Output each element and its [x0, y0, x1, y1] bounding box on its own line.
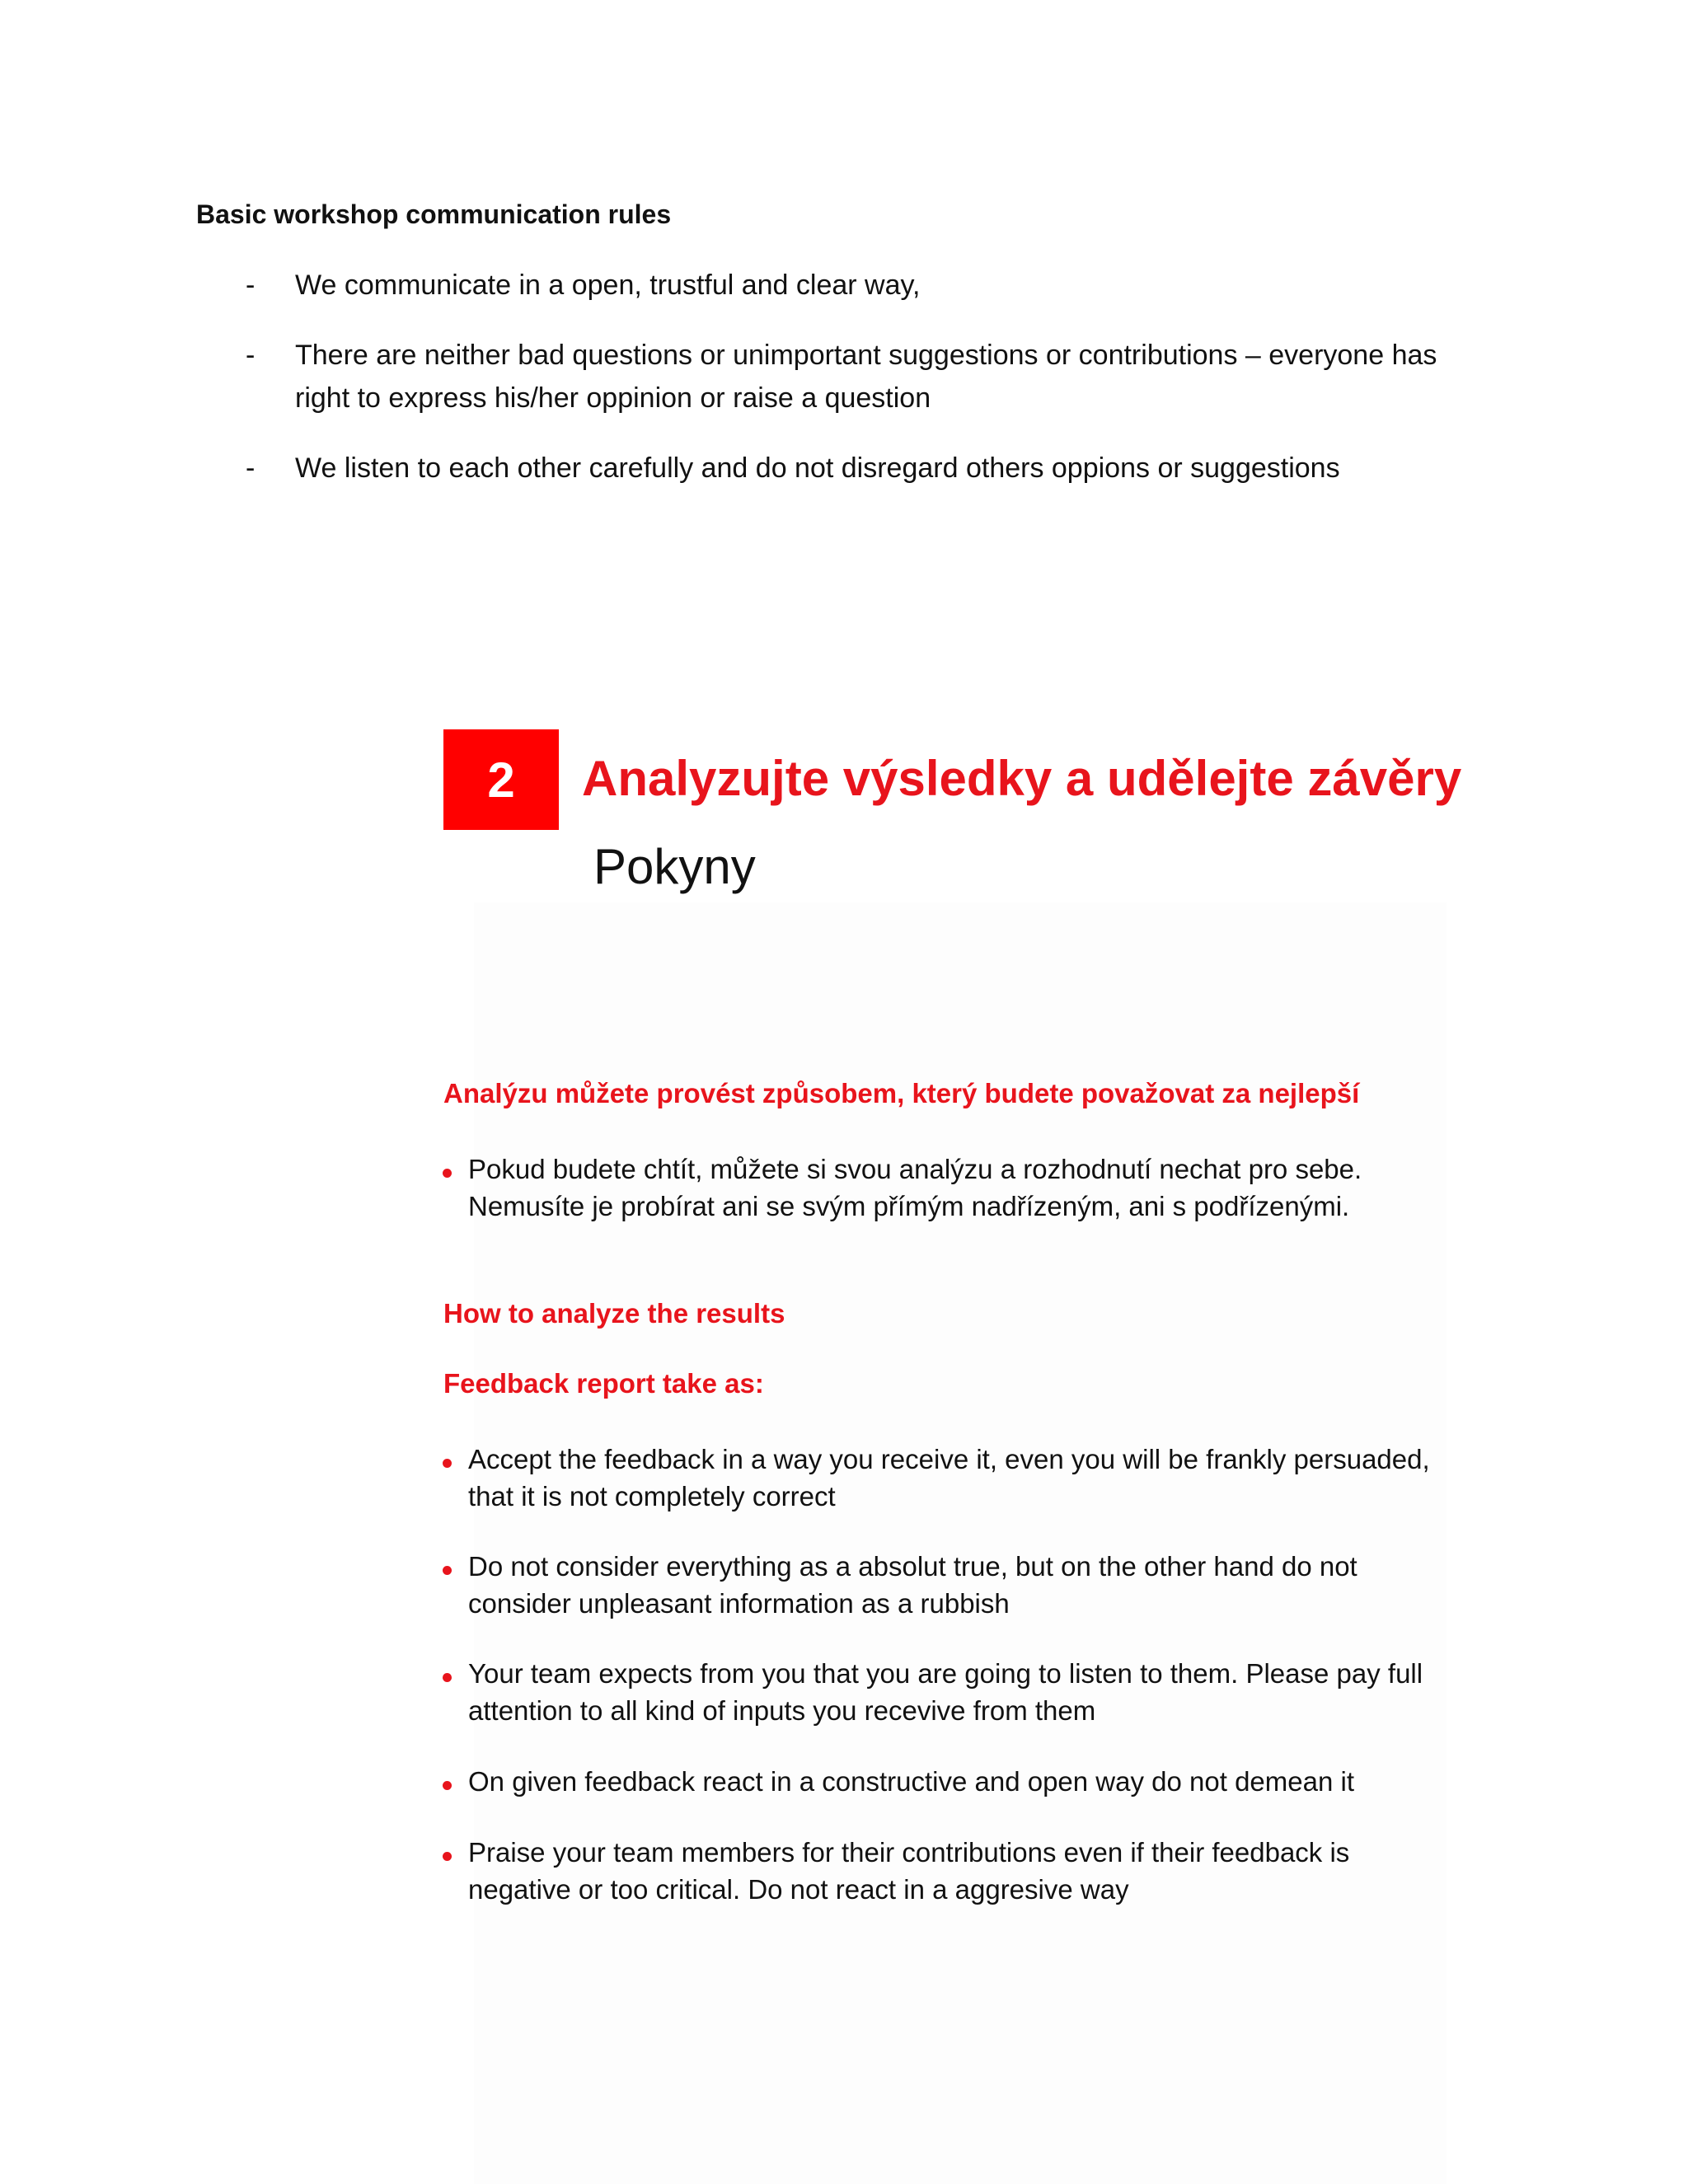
- section-subtitle: Pokyny: [593, 839, 756, 894]
- bullet-icon: [443, 1781, 452, 1790]
- bullet-text: Praise your team members for their contributions even if their feedback is negative or too critical. Do not react in a aggresive way: [468, 1837, 1350, 1905]
- rule-text: We communicate in a open, trustful and clear way,: [295, 269, 921, 301]
- bullet-text: Do not consider everything as a absolut true, but on the other hand do not consider unpleasant information as a rubbish: [468, 1551, 1357, 1619]
- rules-heading: Basic workshop communication rules: [196, 199, 672, 229]
- section-title: Analyzujte výsledky a udělejte závěry: [582, 751, 1462, 806]
- dash-marker: -: [246, 269, 256, 301]
- analysis-heading: Analýzu můžete provést způsobem, který budete považovat za nejlepší: [443, 1078, 1360, 1108]
- bullet-icon: [443, 1673, 452, 1682]
- bullet-text: On given feedback react in a constructive and open way do not demean it: [468, 1766, 1354, 1797]
- bullet-icon: [443, 1852, 452, 1861]
- dash-marker: -: [246, 452, 256, 484]
- step-number-badge: 2: [443, 729, 559, 830]
- bullet-text: Pokud budete chtít, můžete si svou analýzu a rozhodnutí nechat pro sebe. Nemusíte je probírat ani se svým přímým nadřízeným, ani s podřízenými.: [468, 1154, 1362, 1221]
- bullet-icon: [443, 1566, 452, 1575]
- dash-marker: -: [246, 340, 256, 371]
- rule-text: There are neither bad questions or unimportant suggestions or contributions – everyone has right to express his/her oppinion or raise a question: [295, 340, 1437, 414]
- bullet-text: Your team expects from you that you are going to listen to them. Please pay full attention to all kind of inputs you recevive from them: [468, 1658, 1423, 1726]
- how-to-heading: How to analyze the results: [443, 1298, 785, 1329]
- bullet-icon: [443, 1169, 452, 1178]
- feedback-subheading: Feedback report take as:: [443, 1368, 764, 1399]
- rule-text: We listen to each other carefully and do not disregard others oppions or suggestions: [295, 452, 1340, 484]
- bullet-icon: [443, 1459, 452, 1468]
- bullet-text: Accept the feedback in a way you receive it, even you will be frankly persuaded, that it is not completely correct: [468, 1444, 1430, 1511]
